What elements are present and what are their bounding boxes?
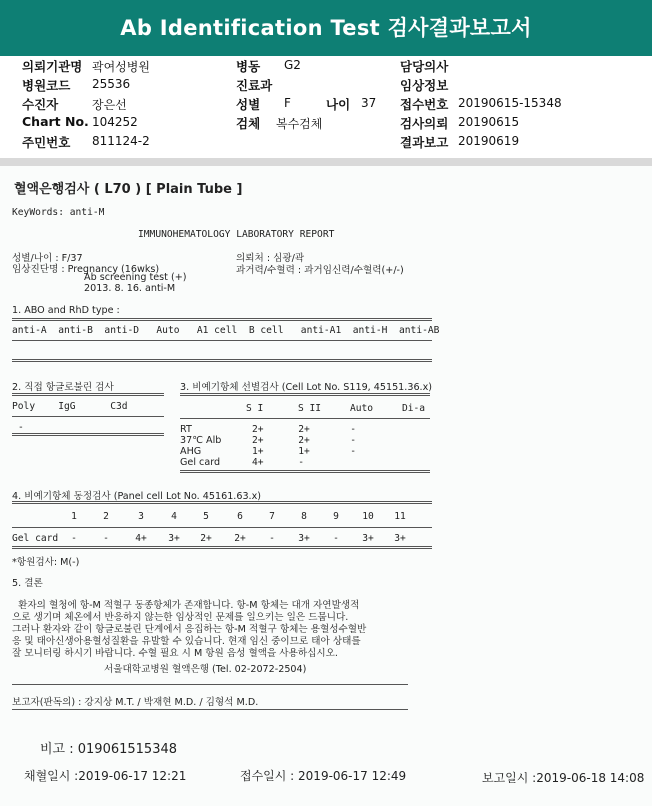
rule xyxy=(12,501,432,504)
conclusion-line: 으로 생기며 체온에서 반응하지 않는한 임상적인 문제를 일으키는 일은 드뭅니다. xyxy=(12,612,349,623)
rule xyxy=(12,416,164,417)
reporter-line: 보고자(판독의) : 강지상 M.T. / 박재현 M.D. / 김형석 M.D. xyxy=(12,697,259,708)
panel-col: 2 xyxy=(103,511,109,522)
report-date-value: 20190619 xyxy=(458,134,520,148)
report-title: 혈액은행검사 ( L70 ) [ Plain Tube ] xyxy=(14,182,243,197)
panel-value: 3+ xyxy=(362,533,374,544)
request-date-label: 검사의뢰 xyxy=(400,116,449,131)
panel-col: 8 xyxy=(301,511,307,522)
receipt-datetime: 접수일시 : 2019-06-17 12:49 xyxy=(240,769,407,783)
panel-col: 4 xyxy=(171,511,177,522)
rule xyxy=(180,418,430,419)
ward-value: G2 xyxy=(284,58,301,72)
history-line: 과거력/수혈력 : 과거임신력/수혈력(+/-) xyxy=(236,265,404,276)
panel-value: - xyxy=(103,533,109,544)
patient-label: 수진자 xyxy=(22,97,59,112)
panel-col: 5 xyxy=(203,511,209,522)
screening-row-label: Gel card xyxy=(180,457,221,468)
clinical-info-label: 임상정보 xyxy=(400,78,449,93)
panel-value: 4+ xyxy=(135,533,147,544)
report-header-title: Ab Identification Test 검사결과보고서 xyxy=(120,16,532,40)
age-value: 37 xyxy=(361,96,377,110)
dept-label: 진료과 xyxy=(236,78,273,93)
sex-age-line: 성별/나이 : F/37 xyxy=(12,253,83,264)
screening-row-label: 37℃ Alb xyxy=(180,435,222,446)
diagnosis-line-3: 2013. 8. 16. anti-M xyxy=(84,283,176,294)
conclusion-heading: 5. 결론 xyxy=(12,578,43,589)
dat-value: - xyxy=(18,422,24,433)
conclusion-line: 그러나 환자와 같이 항글로불린 단계에서 응집하는 항-M 적혈구 항체는 용혈성수혈반 xyxy=(12,624,367,635)
screening-heading: 3. 비예기항체 선별검사 (Cell Lot No. S119, 45151.36.x) xyxy=(180,382,433,393)
rule xyxy=(12,709,408,710)
sex-label: 성별 xyxy=(236,97,261,112)
panel-col: 11 xyxy=(394,511,406,522)
abo-rhd-heading: 1. ABO and RhD type : xyxy=(12,305,120,316)
screening-row-values: 4+ - xyxy=(252,457,304,468)
screening-columns: S I S II Auto Di-a xyxy=(246,403,426,414)
keywords: KeyWords: anti-M xyxy=(12,207,105,218)
screening-row-label: RT xyxy=(180,424,192,435)
screening-row-values: 1+ 1+ - xyxy=(252,446,356,457)
conclusion-line: 잘 모니터링 하시기 바랍니다. 수혈 필요 시 M 항원 음성 혈액을 사용하십시오. xyxy=(12,648,338,659)
panel-value: 3+ xyxy=(298,533,310,544)
chart-no-value: 104252 xyxy=(92,115,138,129)
dat-heading: 2. 직접 항글로불린 검사 xyxy=(12,382,114,393)
antigen-test: *항원검사: M(-) xyxy=(12,557,80,568)
hospital-contact: 서울대학교병원 혈액은행 (Tel. 02-2072-2504) xyxy=(104,664,307,675)
section-separator xyxy=(0,158,652,166)
dat-columns: Poly IgG C3d xyxy=(12,401,128,412)
rule xyxy=(12,340,432,341)
screening-row-values: 2+ 2+ - xyxy=(252,424,356,435)
panel-col: 6 xyxy=(237,511,243,522)
rule xyxy=(12,433,164,436)
rule xyxy=(12,546,432,549)
conclusion-line: 환자의 혈청에 항-M 적혈구 동종항체가 존재합니다. 항-M 항체는 대개 자연발생적 xyxy=(12,600,360,611)
panel-heading: 4. 비예기항체 동정검사 (Panel cell Lot No. 45161.63.x) xyxy=(12,491,262,502)
specimen-value: 복수검체 xyxy=(276,117,323,131)
rule xyxy=(180,470,430,473)
rrn-label: 주민번호 xyxy=(22,135,71,150)
panel-value: - xyxy=(269,533,275,544)
rule xyxy=(12,359,432,362)
panel-value: - xyxy=(333,533,339,544)
specimen-label: 검체 xyxy=(236,116,261,131)
diagnosis-line: 임상진단명 : Pregnancy (16wks) xyxy=(12,264,160,275)
hospital-value: 곽여성병원 xyxy=(92,60,150,74)
panel-value: 3+ xyxy=(168,533,180,544)
panel-value: 2+ xyxy=(234,533,246,544)
hospital-label: 의뢰기관명 xyxy=(22,59,83,74)
request-date-value: 20190615 xyxy=(458,115,520,129)
panel-value: 3+ xyxy=(394,533,406,544)
panel-value: - xyxy=(71,533,77,544)
receipt-no-value: 20190615-15348 xyxy=(458,96,562,110)
report-header xyxy=(0,0,652,56)
report-date-label: 결과보고 xyxy=(400,135,449,150)
panel-row-label: Gel card xyxy=(12,533,59,544)
panel-col: 3 xyxy=(138,511,144,522)
lab-report-title: IMMUNOHEMATOLOGY LABORATORY REPORT xyxy=(138,229,335,240)
draw-datetime: 채혈일시 :2019-06-17 12:21 xyxy=(24,769,187,783)
panel-col: 1 xyxy=(71,511,77,522)
ward-label: 병동 xyxy=(236,59,261,74)
rule xyxy=(12,684,408,685)
rule xyxy=(12,393,164,396)
hospital-code-label: 병원코드 xyxy=(22,78,71,93)
screening-row-label: AHG xyxy=(180,446,202,457)
receipt-no-label: 접수번호 xyxy=(400,97,449,112)
patient-value: 장은선 xyxy=(92,98,127,112)
panel-col: 9 xyxy=(333,511,339,522)
rule xyxy=(12,318,432,321)
panel-col: 7 xyxy=(269,511,275,522)
age-label: 나이 xyxy=(326,97,351,112)
report-datetime: 보고일시 :2019-06-18 14:08 xyxy=(482,771,645,785)
chart-no-label: Chart No. xyxy=(22,114,89,129)
requester-line: 의뢰처 : 심광/곽 xyxy=(236,253,305,264)
note: 비고 : 019061515348 xyxy=(40,742,178,757)
screening-row-values: 2+ 2+ - xyxy=(252,435,356,446)
conclusion-line: 응 및 태아신생아용혈성질환을 유발할 수 있습니다. 현재 임신 중이므로 태아 상태를 xyxy=(12,636,361,647)
panel-value: 2+ xyxy=(200,533,212,544)
rule xyxy=(180,393,430,396)
abo-columns: anti-A anti-B anti-D Auto A1 cell B cell anti-A1 anti-H anti-AB xyxy=(12,325,440,336)
diagnosis-line-2: Ab screening test (+) xyxy=(84,272,187,283)
panel-col: 10 xyxy=(362,511,374,522)
hospital-code-value: 25536 xyxy=(92,77,131,91)
rrn-value: 811124-2 xyxy=(92,134,150,148)
sex-value: F xyxy=(284,96,291,110)
doctor-label: 담당의사 xyxy=(400,59,449,74)
rule xyxy=(12,527,432,528)
